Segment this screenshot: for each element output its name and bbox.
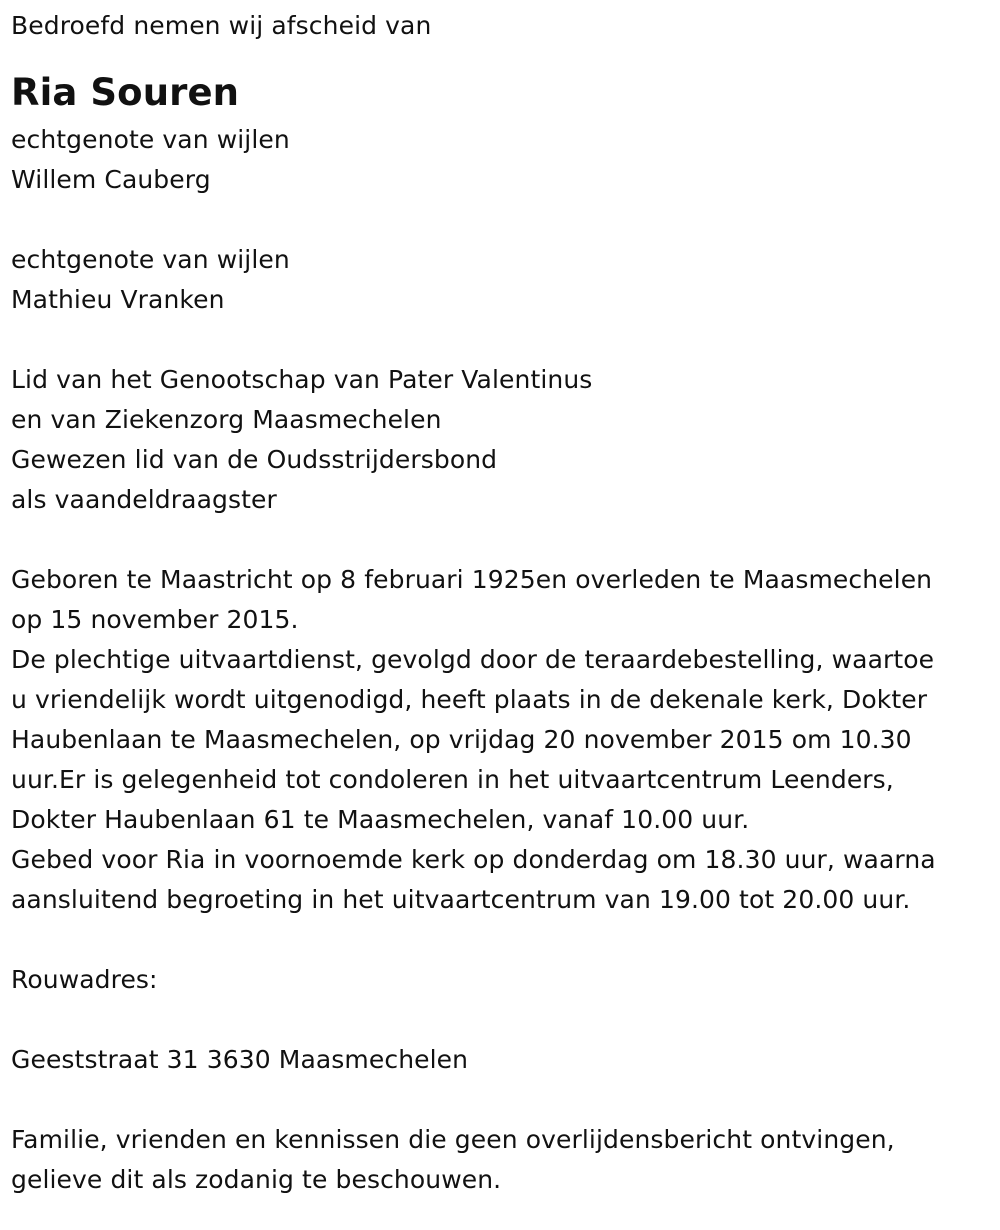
address: Geeststraat 31 3630 Maasmechelen	[11, 1045, 469, 1074]
spacer	[11, 320, 996, 360]
funeral-line: Haubenlaan te Maasmechelen, op vrijdag 20 november 2015 om 10.30	[11, 725, 912, 754]
membership-line: Lid van het Genootschap van Pater Valentinus	[11, 365, 593, 394]
birth-death-line: op 15 november 2015.	[11, 605, 299, 634]
membership-line: Gewezen lid van de Oudsstrijdersbond	[11, 445, 498, 474]
spacer	[11, 1000, 996, 1040]
address-label: Rouwadres:	[11, 965, 158, 994]
funeral-line: De plechtige uitvaartdienst, gevolgd door de teraardebestelling, waartoe	[11, 645, 935, 674]
intro-text: Bedroefd nemen wij afscheid van	[11, 11, 432, 40]
spouse2-relation: echtgenote van wijlen	[11, 245, 290, 274]
funeral-line: Dokter Haubenlaan 61 te Maasmechelen, vanaf 10.00 uur.	[11, 805, 750, 834]
spacer	[11, 1080, 996, 1120]
closing-line: gelieve dit als zodanig te beschouwen.	[11, 1165, 502, 1194]
closing-line: Familie, vrienden en kennissen die geen overlijdensbericht ontvingen,	[11, 1125, 895, 1154]
spacer	[11, 920, 996, 960]
membership-line: als vaandeldraagster	[11, 485, 277, 514]
spouse1-relation: echtgenote van wijlen	[11, 125, 290, 154]
membership-line: en van Ziekenzorg Maasmechelen	[11, 405, 442, 434]
spouse2-name: Mathieu Vranken	[11, 285, 225, 314]
birth-death-line: Geboren te Maastricht op 8 februari 1925en overleden te Maasmechelen	[11, 565, 933, 594]
funeral-line: aansluitend begroeting in het uitvaartcentrum van 19.00 tot 20.00 uur.	[11, 885, 911, 914]
spouse1-name: Willem Cauberg	[11, 165, 211, 194]
death-notice	[11, 6, 996, 1200]
funeral-line: Gebed voor Ria in voornoemde kerk op donderdag om 18.30 uur, waarna	[11, 845, 936, 874]
spacer	[11, 520, 996, 560]
funeral-line: uur.Er is gelegenheid tot condoleren in het uitvaartcentrum Leenders,	[11, 765, 894, 794]
spacer	[11, 200, 996, 240]
funeral-line: u vriendelijk wordt uitgenodigd, heeft plaats in de dekenale kerk, Dokter	[11, 685, 928, 714]
deceased-name: Ria Souren	[11, 71, 240, 114]
